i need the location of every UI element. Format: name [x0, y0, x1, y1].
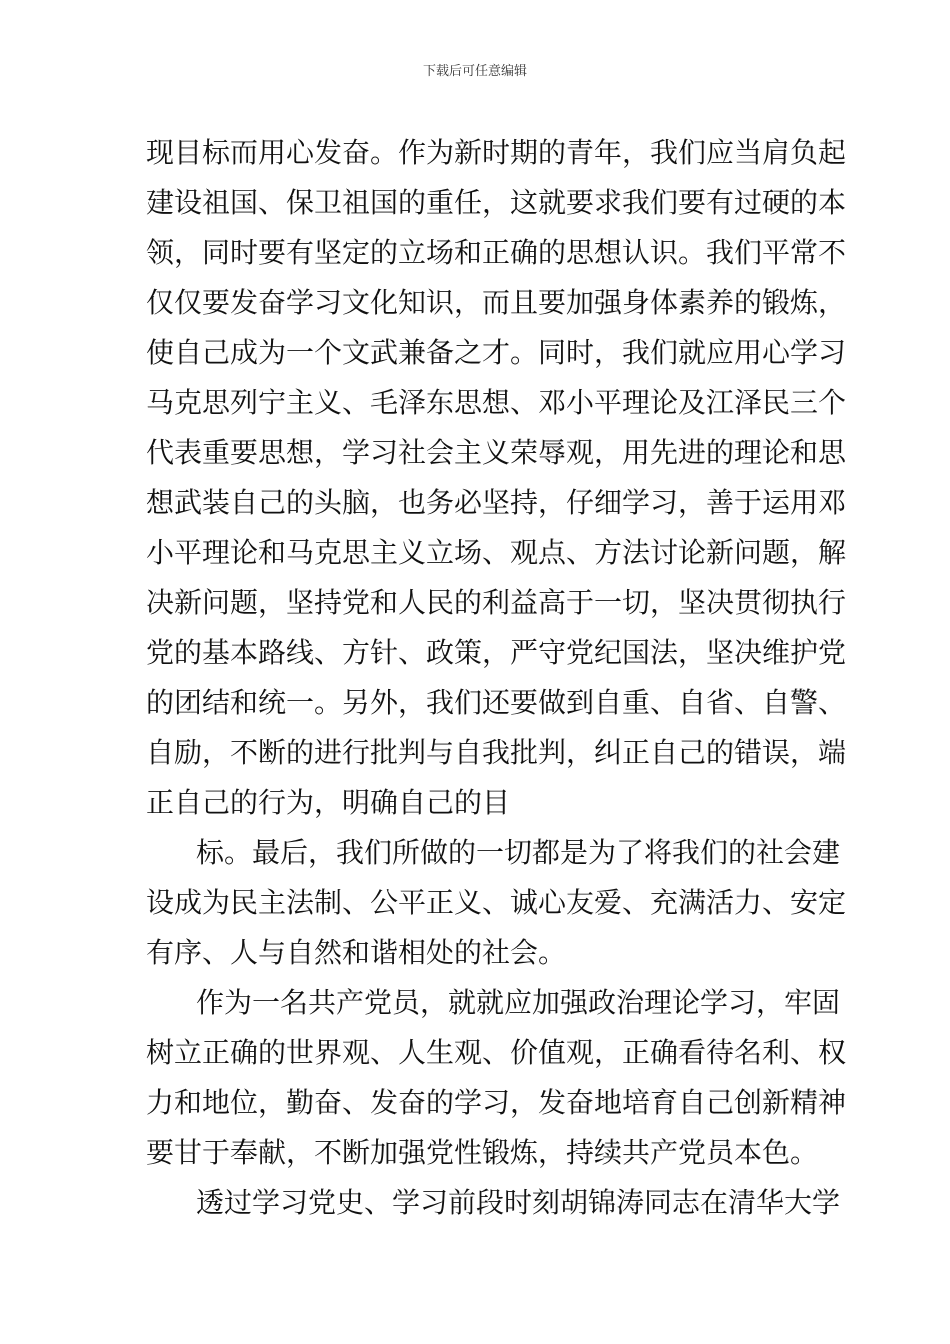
text-line: 想武装自己的头脑，也务必坚持，仔细学习，善于运用邓 [146, 486, 847, 519]
text-line: 马克思列宁主义、毛泽东思想、邓小平理论及江泽民三个 [146, 386, 847, 419]
paragraph [146, 128, 847, 828]
text-line: 现目标而用心发奋。作为新时期的青年，我们应当肩负起 [146, 136, 847, 169]
text-line: 领，同时要有坚定的立场和正确的思想认识。我们平常不 [146, 236, 847, 269]
text-line: 代表重要思想，学习社会主义荣辱观，用先进的理论和思 [146, 436, 847, 469]
download-note: 下载后可任意编辑 [422, 64, 527, 79]
text-line: 正自己的行为，明确自己的目 [146, 786, 511, 819]
text-line: 标。最后，我们所做的一切都是为了将我们的社会建 [196, 836, 841, 869]
text-line: 透过学习党史、学习前段时刻胡锦涛同志在清华大学 [196, 1186, 841, 1219]
text-line: 自励，不断的进行批判与自我批判，纠正自己的错误，端 [146, 736, 847, 769]
text-line: 建设祖国、保卫祖国的重任，这就要求我们要有过硬的本 [146, 186, 847, 219]
text-line: 决新问题，坚持党和人民的利益高于一切，坚决贯彻执行 [146, 586, 847, 619]
text-line: 树立正确的世界观、人生观、价值观，正确看待名利、权 [146, 1036, 847, 1069]
text-line: 的团结和统一。另外，我们还要做到自重、自省、自警、 [146, 686, 847, 719]
text-line: 有序、人与自然和谐相处的社会。 [146, 936, 567, 969]
text-line: 力和地位，勤奋、发奋的学习，发奋地培育自己创新精神 [146, 1086, 847, 1119]
text-line: 小平理论和马克思主义立场、观点、方法讨论新问题，解 [146, 536, 847, 569]
document-body [146, 128, 847, 1228]
text-line: 作为一名共产党员，就就应加强政治理论学习，牢固 [196, 986, 841, 1019]
paragraph [146, 1178, 841, 1228]
text-line: 设成为民主法制、公平正义、诚心友爱、充满活力、安定 [146, 886, 847, 919]
text-line: 党的基本路线、方针、政策，严守党纪国法，坚决维护党 [146, 636, 847, 669]
paragraph [146, 828, 847, 978]
paragraph [146, 978, 847, 1178]
text-line: 使自己成为一个文武兼备之才。同时，我们就应用心学习 [146, 336, 847, 369]
text-line: 仅仅要发奋学习文化知识，而且要加强身体素养的锻炼， [146, 286, 847, 319]
text-line: 要甘于奉献，不断加强党性锻炼，持续共产党员本色。 [146, 1136, 819, 1169]
